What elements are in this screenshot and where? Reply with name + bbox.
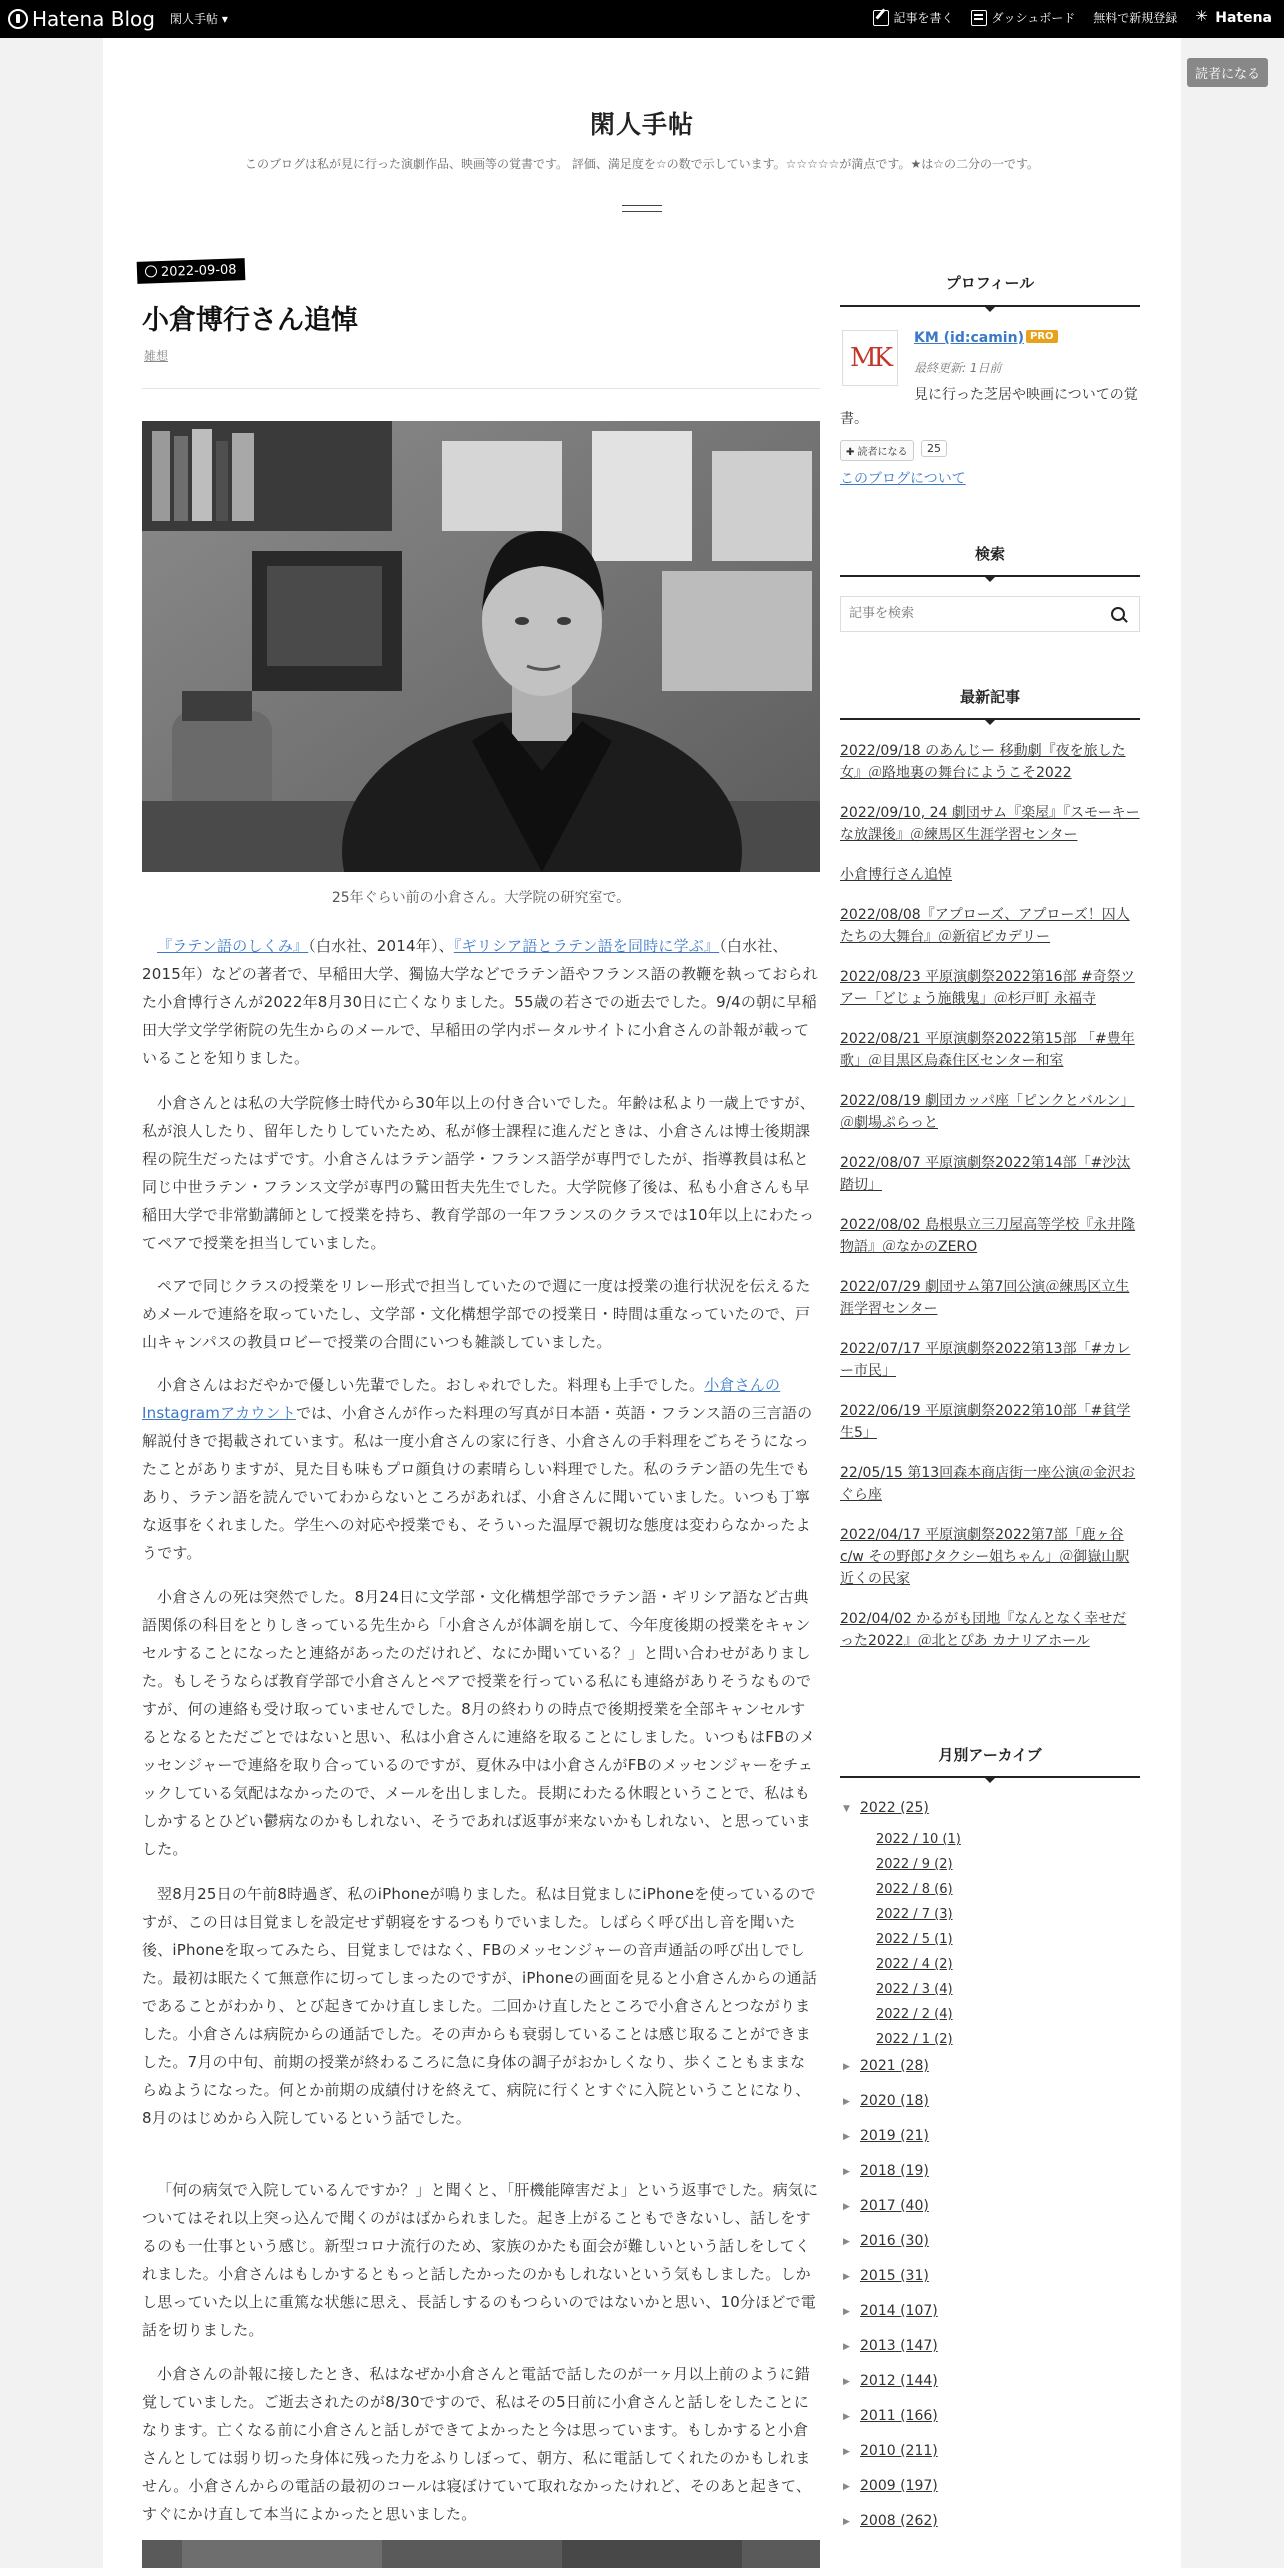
entry-paragraph: 小倉さんの死は突然でした。8月24日に文学部・文化構想学部でラテン語・ギリシア語など古典語関係の科目をとりしきっている先生から「小倉さんが体調を崩して、今年度後期の授業をキャンセルすることになったと連絡があったのだけれど、なにか聞いている？」と問い合わせがありました。もしそうならば教育学部で小倉さんとペアで授業を行っている私にも連絡がありそうなものですが、何の連絡も受け取っていませんでした。8月の終わりの時点で後期授業を全部キャンセルするとなるとただごとではないと思い、私は小倉さんに連絡を取ることにしました。いつもはFBのメッセンジャーで連絡を取り合っているのですが、夏休み中は小倉さんがFBのメッセンジャーをチェックしている気配はなかったので、メールを出しました。長期にわたる休暇ということで、私はもしかするとひどい鬱病なのかもしれない、そうであれば返事が来ないかもしれない、と思っていました。	[142, 1588, 815, 1858]
archive-month-link[interactable]: 2022 / 5 (1)	[876, 1932, 953, 1947]
archive-year-label: 2016 (30)	[860, 2233, 929, 2249]
search-heading-rule	[840, 575, 1140, 577]
hatena-asterisk-icon	[1195, 10, 1211, 26]
recent-entry-link[interactable]	[840, 1090, 1140, 1134]
archive-year-label: 2008 (262)	[860, 2513, 938, 2529]
triangle-right-icon[interactable]: ▶	[843, 2132, 850, 2142]
archive-year-label: 2013 (147)	[860, 2338, 938, 2354]
triangle-right-icon[interactable]: ▶	[843, 2202, 850, 2212]
archive-year-label: 2020 (18)	[860, 2093, 929, 2109]
blog-description: このブログは私が見に行った演劇作品、映画等の覚書です。 評価、満足度を☆の数で示しています。☆☆☆☆☆が満点です。★は☆の二分の一です。	[244, 157, 1040, 171]
paragraph-text: 小倉さんはおだやかで優しい先輩でした。おしゃれでした。料理も上手でした。	[157, 1376, 705, 1394]
archive-year-label: 2015 (31)	[860, 2268, 929, 2284]
recent-entry-title: 小倉博行さん追悼	[840, 867, 952, 883]
about-blog-link[interactable]: このブログについて	[840, 471, 966, 487]
recent-entry-link[interactable]	[840, 1152, 1140, 1196]
archive-heading-rule	[840, 1776, 1140, 1778]
recent-entry-title: 2022/08/02 島根県立三刀屋高等学校『永井隆物語』＠なかのZERO	[840, 1217, 1136, 1255]
archive-year-item[interactable]	[840, 2478, 1140, 2513]
pencil-icon	[873, 10, 889, 26]
archive-month-link[interactable]: 2022 / 10 (1)	[876, 1832, 961, 1847]
triangle-down-icon[interactable]: ▼	[843, 1804, 850, 1814]
recent-heading: 最新記事	[959, 688, 1020, 706]
recent-entry-link[interactable]	[840, 740, 1140, 784]
archive-heading: 月別アーカイブ	[938, 1746, 1042, 1764]
pro-badge: PRO	[1026, 330, 1058, 343]
archive-year-label: 2021 (28)	[860, 2058, 929, 2074]
profile-heading-rule	[840, 305, 1140, 307]
archive-year-item[interactable]	[840, 2373, 1140, 2408]
profile-name-link[interactable]: KM (id:camin)	[914, 330, 1024, 346]
recent-entry-link[interactable]	[840, 1400, 1140, 1444]
paragraph-text: （白水社、2015年）などの著者で、早稲田大学、獨協大学などでラテン語やフランス語の教鞭を執っておられた小倉博行さんが2022年8月30日に亡くなりました。55歳の若さでの逝去でした。9/4の朝に早稲田大学文学学術院の先生からのメールで、早稲田の学内ポータルサイトに小倉さんの訃報が載っていることを知りました。	[142, 937, 818, 1067]
archive-year-item[interactable]	[840, 2198, 1140, 2233]
profile-last-updated: 最終更新: 1日前	[914, 361, 1002, 375]
entry-paragraph: ペアで同じクラスの授業をリレー形式で担当していたので週に一度は授業の進行状況を伝えるためメールで連絡を取っていたし、文学部・文化構想学部での授業日・時間は重なっていたので、戸山キャンパスの教員ロビーで授業の合間にいつも雑談していました。	[142, 1277, 811, 1351]
entry-category-link[interactable]: 雑想	[144, 349, 169, 363]
global-header	[0, 0, 1284, 38]
profile-bio: 見に行った芝居や映画についての覚書。	[840, 387, 1138, 427]
profile-heading: プロフィール	[945, 274, 1035, 292]
archive-year-label: 2014 (107)	[860, 2303, 938, 2319]
blog-menu-dropdown[interactable]: 閑人手帖 ▾	[170, 12, 228, 26]
clock-icon	[145, 265, 157, 277]
archive-year-item[interactable]	[840, 2058, 1140, 2093]
dashboard-icon	[971, 10, 987, 26]
triangle-right-icon[interactable]: ▶	[843, 2062, 850, 2072]
triangle-right-icon[interactable]: ▶	[843, 2412, 850, 2422]
entry-title[interactable]: 小倉博行さん追悼	[142, 305, 358, 336]
dashboard-link[interactable]	[971, 9, 1075, 26]
triangle-right-icon[interactable]: ▶	[843, 2097, 850, 2107]
archive-year-item[interactable]	[840, 1800, 1140, 1825]
archive-month-link[interactable]: 2022 / 4 (2)	[876, 1957, 953, 1972]
triangle-right-icon[interactable]: ▶	[843, 2482, 850, 2492]
triangle-right-icon[interactable]: ▶	[843, 2517, 850, 2527]
entry-date: 2022-09-08	[160, 262, 237, 281]
archive-year-label: 2017 (40)	[860, 2198, 929, 2214]
dashboard-label: ダッシュボード	[991, 11, 1076, 25]
recent-entry-link[interactable]	[840, 864, 1140, 886]
recent-entry-link[interactable]	[840, 966, 1140, 1010]
entry-date-badge[interactable]	[137, 258, 245, 284]
archive-year-item[interactable]	[840, 2443, 1140, 2478]
archive-older-years	[840, 2058, 1140, 2548]
subscribe-button[interactable]: 読者になる	[1187, 58, 1268, 87]
recent-entry-title: 2022/08/19 劇団カッパ座「ピンクとバルン」＠劇場ぷらっと	[840, 1093, 1135, 1131]
archive-month-link[interactable]: 2022 / 1 (2)	[876, 2032, 953, 2047]
archive-year-item[interactable]	[840, 2163, 1140, 2198]
archive-month-link[interactable]: 2022 / 8 (6)	[876, 1882, 953, 1897]
recent-heading-rule	[840, 718, 1140, 720]
book-link-latin[interactable]: 『ラテン語のしくみ』	[157, 937, 309, 955]
archive-year-label: 2009 (197)	[860, 2478, 938, 2494]
entry-paragraph: 翌8月25日の午前8時過ぎ、私のiPhoneが鳴りました。私は目覚ましにiPhoneを使っているのですが、この日は目覚ましを設定せず朝寝をするつもりでいました。しばらく呼び出し音を聞いた後、iPhoneを取ってみたら、目覚ましではなく、FBのメッセンジャーの音声通話の呼び出しでした。最初は眠たくて無意作に切ってしまったのですが、iPhoneの画面を見ると小倉さんからの通話であることがわかり、とび起きてかけ直しました。二回かけ直したところで小倉さんとつながりました。小倉さんは病院からの通話でした。その声からも衰弱していることは感じ取ることができました。7月の中旬、前期の授業が終わるころに急に身体の調子がおかしくなり、歩くこともままならぬようになった。何とか前期の成績付けを終えて、病院に行くとすぐに入院ということになり、8月のはじめから入院しているという話でした。	[142, 1885, 818, 2127]
recent-entry-link[interactable]	[840, 1462, 1140, 1506]
recent-entry-title: 2022/07/17 平原演劇祭2022第13部「#カレー市民」	[840, 1341, 1131, 1379]
recent-entries-list	[840, 740, 1140, 1670]
entry-paragraph: 「何の病気で入院しているんですか？」と聞くと、「肝機能障害だよ」という返事でした。病気についてはそれ以上突っ込んで聞くのがはばかられました。起き上がることもできないし、話しをするのも一仕事という感じ。新型コロナ流行のため、家族のかたも面会が難しいという話しをしてくれました。小倉さんはもしかするともっと話したかったのかもしれないという気もしました。しかし思っていた以上に重篤な状態に思え、長話しするのもつらいのではないかと思い、10分ほどで電話を切りました。	[142, 2181, 819, 2339]
entry-photo	[142, 421, 820, 872]
hatena-brand-link[interactable]	[1195, 10, 1272, 26]
hatena-logo-icon	[8, 9, 28, 29]
triangle-right-icon[interactable]: ▶	[843, 2447, 850, 2457]
photo-caption: 25年ぐらい前の小倉さん。大学院の研究室で。	[331, 890, 631, 906]
triangle-right-icon[interactable]: ▶	[843, 2167, 850, 2177]
recent-entry-title: 2022/08/23 平原演劇祭2022第16部 #奇祭ツアー「どじょう施餓鬼」＠杉戸町 永福寺	[840, 969, 1135, 1007]
recent-entry-title: 2022/08/08『アプローズ、アプローズ！囚人たちの大舞台』＠新宿ピカデリー	[840, 907, 1130, 945]
archive-month-link[interactable]: 2022 / 9 (2)	[876, 1857, 953, 1872]
recent-entry-title: 2022/09/18 のあんじー 移動劇『夜を旅した女』＠路地裏の舞台にようこそ2022	[840, 743, 1126, 781]
write-entry-label: 記事を書く	[893, 11, 954, 25]
entry-photo-2	[142, 2540, 820, 2568]
recent-entry-title: 2022/08/07 平原演劇祭2022第14部「#沙汰踏切」	[840, 1155, 1131, 1193]
recent-entry-title: 2022/04/17 平原演劇祭2022第7部「鹿ヶ谷c/w その野郎♪タクシー姐ちゃん」＠御嶽山駅近くの民家	[840, 1527, 1130, 1587]
archive-year-label: 2018 (19)	[860, 2163, 929, 2179]
title-divider	[622, 205, 662, 212]
recent-entry-title: 2022/06/19 平原演劇祭2022第10部「#貧学生5」	[840, 1403, 1131, 1441]
entry-divider	[142, 388, 820, 389]
archive-year-item[interactable]	[840, 2233, 1140, 2268]
entry-paragraph	[142, 932, 820, 1072]
archive-year-item[interactable]	[840, 2303, 1140, 2338]
logo-text: Hatena Blog	[32, 7, 155, 31]
triangle-right-icon[interactable]: ▶	[843, 2342, 850, 2352]
blog-title[interactable]: 閑人手帖	[589, 110, 694, 139]
archive-year-item[interactable]	[840, 2268, 1140, 2303]
archive-year-label: 2010 (211)	[860, 2443, 938, 2459]
recent-entry-title: 2022/08/21 平原演劇祭2022第15部 「#豊年歌」＠目黒区烏森住区センター和室	[840, 1031, 1135, 1069]
book-link-greek-latin[interactable]: 『ギリシア語とラテン語を同時に学ぶ』	[453, 937, 720, 955]
recent-entry-link[interactable]	[840, 1276, 1140, 1320]
archive-year-item[interactable]	[840, 2338, 1140, 2373]
archive-year-label: 2012 (144)	[860, 2373, 938, 2389]
archive-year-item[interactable]	[840, 2128, 1140, 2163]
recent-entry-link[interactable]	[840, 1608, 1140, 1652]
archive-year-label: 2019 (21)	[860, 2128, 929, 2144]
search-input[interactable]	[847, 605, 1101, 622]
recent-entry-link[interactable]	[840, 1028, 1140, 1072]
search-box	[840, 596, 1140, 632]
archive-month-list	[876, 1827, 961, 2052]
recent-entry-link[interactable]	[840, 1524, 1140, 1590]
archive-year-label: 2011 (166)	[860, 2408, 938, 2424]
triangle-right-icon[interactable]: ▶	[843, 2377, 850, 2387]
recent-entry-link[interactable]	[840, 802, 1140, 846]
hatena-brand-label: Hatena	[1215, 9, 1272, 26]
follow-button[interactable]: ✚ 読者になる	[840, 440, 914, 461]
recent-entry-link[interactable]	[840, 1338, 1140, 1382]
triangle-right-icon[interactable]: ▶	[843, 2307, 850, 2317]
archive-year-item[interactable]	[840, 2513, 1140, 2548]
write-entry-link[interactable]	[873, 9, 953, 26]
archive-year-label: 2022 (25)	[860, 1800, 929, 1816]
archive-year-item[interactable]	[840, 2408, 1140, 2443]
recent-entry-title: 2022/09/10, 24 劇団サム『楽屋』『スモーキーな放課後』＠練馬区生涯学習センター	[840, 805, 1140, 843]
archive-year-item[interactable]	[840, 2093, 1140, 2128]
archive-month-link[interactable]: 2022 / 3 (4)	[876, 1982, 953, 1997]
hatena-blog-logo[interactable]	[8, 7, 155, 31]
entry-paragraph	[142, 1371, 820, 1567]
triangle-right-icon[interactable]: ▶	[843, 2272, 850, 2282]
register-link[interactable]: 無料で新規登録	[1093, 11, 1178, 25]
recent-entry-title: 22/05/15 第13回森本商店街一座公演＠金沢おぐら座	[840, 1465, 1136, 1503]
recent-entry-link[interactable]	[840, 904, 1140, 948]
entry-paragraph: 小倉さんとは私の大学院修士時代から30年以上の付き合いでした。年齢は私より一歳上ですが、私が浪人したり、留年したりしていたため、私が修士課程に進んだときは、小倉さんは博士後期課程の院生だったはずです。小倉さんはラテン語学・フランス語学が専門でしたが、指導教員は私と同じ中世ラテン・フランス文学が専門の鷲田哲夫先生でした。大学院修了後は、私も小倉さんも早稲田大学で非常勤講師として授業を持ち、教育学部の一年フランスのクラスでは10年以上にわたってペアで授業を担当していました。	[142, 1094, 815, 1252]
recent-entry-title: 2022/07/29 劇団サム第7回公演＠練馬区立生涯学習センター	[840, 1279, 1130, 1317]
follower-count[interactable]: 25	[921, 440, 947, 457]
search-icon[interactable]	[1111, 607, 1125, 621]
avatar[interactable]: MK	[842, 330, 898, 386]
paragraph-text: では、小倉さんが作った料理の写真が日本語・英語・フランス語の三言語の解説付きで掲載されています。私は一度小倉さんの家に行き、小倉さんの手料理をごちそうになったことがありますが、見た目も味もプロ顔負けの素晴らしい料理でした。私のラテン語の先生でもあり、ラテン語を読んでいてわからないところがあれば、小倉さんに聞いていました。いつも丁寧な返事をくれました。学生への対応や授業でも、そういった温厚で親切な態度は変わらなかったようです。	[142, 1404, 813, 1562]
archive-month-link[interactable]: 2022 / 7 (3)	[876, 1907, 953, 1922]
archive-year-list	[840, 1800, 1140, 1825]
archive-month-link[interactable]: 2022 / 2 (4)	[876, 2007, 953, 2022]
instagram-link[interactable]: 小倉さんのInstagramアカウント	[142, 1376, 781, 1422]
paragraph-text: （白水社、2014年）、	[308, 937, 454, 955]
recent-entry-link[interactable]	[840, 1214, 1140, 1258]
search-heading: 検索	[974, 545, 1005, 563]
triangle-right-icon[interactable]: ▶	[843, 2237, 850, 2247]
recent-entry-title: 202/04/02 かるがも団地『なんとなく幸せだった2022』＠北とぴあ カナリアホール	[840, 1611, 1127, 1649]
entry-paragraph: 小倉さんの訃報に接したとき、私はなぜか小倉さんと電話で話したのが一ヶ月以上前のように錯覚していました。ご逝去されたのが8/30ですので、私はその5日前に小倉さんと話しをしたことになります。亡くなる前に小倉さんと話しができてよかったと今は思っています。もしかすると小倉さんとしては弱り切った身体に残った力をふりしぼって、朝方、私に電話してくれたのかもしれません。小倉さんからの電話の最初のコールは寝ぼけていて取れなかったけれど、そのあと起きて、すぐにかけ直して本当によかったと思いました。	[142, 2365, 812, 2523]
